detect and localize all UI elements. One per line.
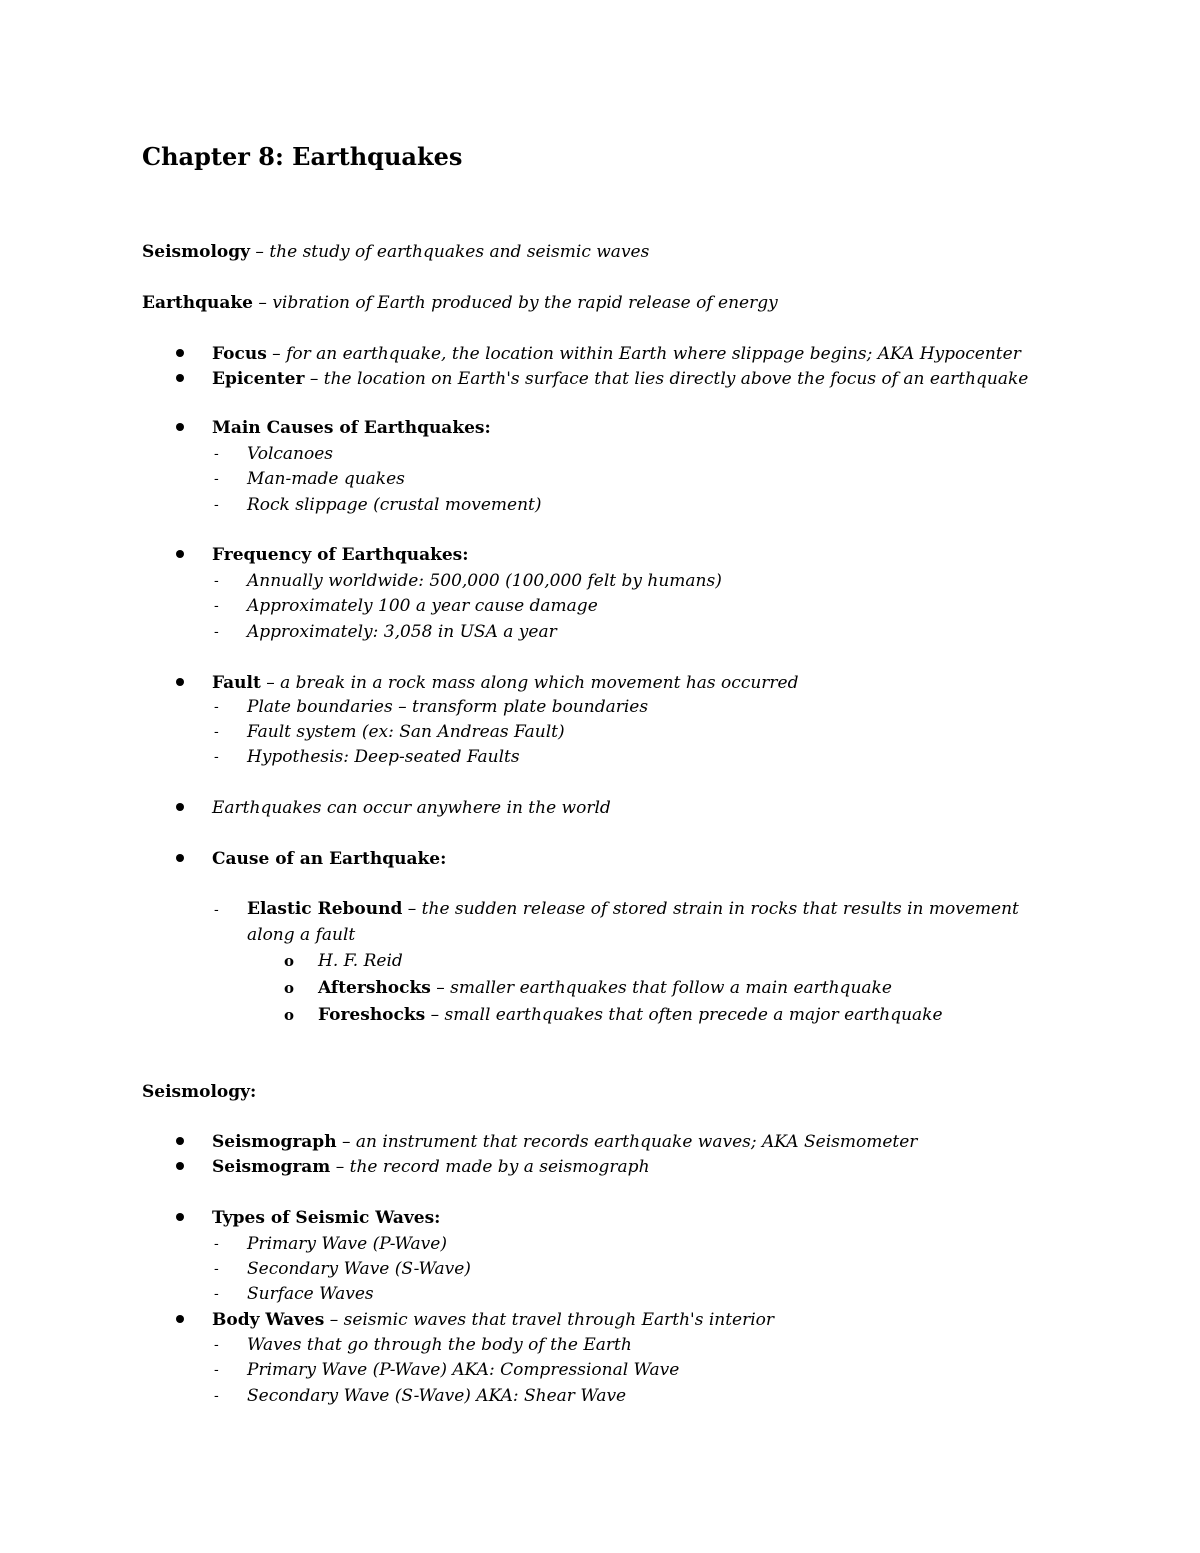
definition-text: for an earthquake, the location within Earth where slippage begins; AKA Hypocenter xyxy=(286,344,1021,364)
definition-text: seismic waves that travel through Earth's interior xyxy=(343,1310,775,1330)
bullet-icon xyxy=(176,854,184,862)
sub-item: Primary Wave (P-Wave) xyxy=(247,1234,447,1254)
separator: – xyxy=(304,369,324,389)
definition-text: an instrument that records earthquake waves; AKA Seismometer xyxy=(355,1132,918,1152)
dash-marker: - xyxy=(214,1286,219,1302)
term: Foreshocks xyxy=(318,1005,426,1025)
list-item-body-waves xyxy=(212,1309,774,1331)
definition-text: vibration of Earth produced by the rapid release of energy xyxy=(272,293,778,313)
term: Epicenter xyxy=(212,369,305,389)
page-title: Chapter 8: Earthquakes xyxy=(142,142,463,171)
bullet-icon xyxy=(176,1162,184,1170)
circle-marker: o xyxy=(284,1006,295,1024)
term: Earthquake xyxy=(142,293,253,313)
list-item-fault xyxy=(212,672,798,694)
bullet-icon xyxy=(176,349,184,357)
sub-item: Man-made quakes xyxy=(247,469,405,489)
definition-text: small earthquakes that often precede a major earthquake xyxy=(444,1005,943,1025)
term: Aftershocks xyxy=(318,978,431,998)
term: Fault xyxy=(212,673,261,693)
list-item-epicenter xyxy=(212,368,1028,390)
circle-marker: o xyxy=(284,979,295,997)
definition-earthquake xyxy=(142,292,778,314)
bullet-icon xyxy=(176,550,184,558)
definition-text: the study of earthquakes and seismic waves xyxy=(269,242,650,262)
separator: – xyxy=(430,978,451,998)
bullet-icon xyxy=(176,803,184,811)
term: Seismology xyxy=(142,242,251,262)
list-heading-frequency: Frequency of Earthquakes: xyxy=(212,545,469,565)
separator: – xyxy=(266,344,287,364)
bullet-icon xyxy=(176,1213,184,1221)
definition-text: the location on Earth's surface that lies directly above the focus of an earthquake xyxy=(323,369,1029,389)
dash-marker: - xyxy=(214,1388,219,1404)
sub-item: Secondary Wave (S-Wave) xyxy=(247,1259,471,1279)
dash-marker: - xyxy=(214,1362,219,1378)
dash-marker: - xyxy=(214,1261,219,1277)
term: Elastic Rebound xyxy=(247,899,403,919)
separator: – xyxy=(402,899,422,919)
sub-item: Rock slippage (crustal movement) xyxy=(247,495,542,515)
dash-marker: - xyxy=(214,573,219,589)
sub-item: Volcanoes xyxy=(247,444,334,464)
list-item-seismograph xyxy=(212,1131,917,1153)
sub-sub-item-reid: H. F. Reid xyxy=(318,951,403,971)
sub-item: Surface Waves xyxy=(247,1284,374,1304)
list-heading-main-causes: Main Causes of Earthquakes: xyxy=(212,418,491,438)
term: Body Waves xyxy=(212,1310,325,1330)
dash-marker: - xyxy=(214,724,219,740)
list-item-focus xyxy=(212,343,1021,365)
circle-marker: o xyxy=(284,952,295,970)
sub-item: Hypothesis: Deep-seated Faults xyxy=(247,747,520,767)
dash-marker: - xyxy=(214,749,219,765)
separator: – xyxy=(324,1310,344,1330)
sub-item: Annually worldwide: 500,000 (100,000 felt by humans) xyxy=(247,571,722,591)
sub-sub-item-aftershocks xyxy=(318,977,892,999)
term: Focus xyxy=(212,344,267,364)
definition-text: smaller earthquakes that follow a main earthquake xyxy=(450,978,892,998)
dash-marker: - xyxy=(214,598,219,614)
dash-marker: - xyxy=(214,471,219,487)
sub-item: Plate boundaries – transform plate boundaries xyxy=(247,697,649,717)
separator: – xyxy=(425,1005,445,1025)
dash-marker: - xyxy=(214,497,219,513)
sub-item-elastic-rebound xyxy=(247,896,1047,948)
list-item-anywhere: Earthquakes can occur anywhere in the world xyxy=(212,798,611,818)
separator: – xyxy=(253,293,273,313)
sub-sub-item-foreshocks xyxy=(318,1004,943,1026)
dash-marker: - xyxy=(214,1337,219,1353)
separator: – xyxy=(330,1157,350,1177)
definition-text: the record made by a seismograph xyxy=(349,1157,650,1177)
section-heading-seismology: Seismology: xyxy=(142,1082,257,1102)
bullet-icon xyxy=(176,1137,184,1145)
sub-item: Primary Wave (P-Wave) AKA: Compressional Wave xyxy=(247,1360,680,1380)
sub-item: Secondary Wave (S-Wave) AKA: Shear Wave xyxy=(247,1386,627,1406)
definition-text: a break in a rock mass along which movement has occurred xyxy=(280,673,799,693)
dash-marker: - xyxy=(214,624,219,640)
dash-marker: - xyxy=(214,902,219,918)
dash-marker: - xyxy=(214,699,219,715)
sub-item: Fault system (ex: San Andreas Fault) xyxy=(247,722,565,742)
separator: – xyxy=(336,1132,356,1152)
definition-seismology xyxy=(142,241,649,263)
bullet-icon xyxy=(176,423,184,431)
term: Seismograph xyxy=(212,1132,337,1152)
bullet-icon xyxy=(176,678,184,686)
list-heading-types: Types of Seismic Waves: xyxy=(212,1208,441,1228)
dash-marker: - xyxy=(214,1236,219,1252)
separator: – xyxy=(260,673,281,693)
sub-item: Approximately 100 a year cause damage xyxy=(247,596,598,616)
separator: – xyxy=(250,242,270,262)
list-heading-cause: Cause of an Earthquake: xyxy=(212,849,447,869)
bullet-icon xyxy=(176,374,184,382)
term: Seismogram xyxy=(212,1157,331,1177)
sub-item: Approximately: 3,058 in USA a year xyxy=(247,622,557,642)
definition-text: the sudden release of stored strain in rocks that results in movement along a fault xyxy=(247,899,1019,945)
sub-item: Waves that go through the body of the Earth xyxy=(247,1335,632,1355)
dash-marker: - xyxy=(214,446,219,462)
list-item-seismogram xyxy=(212,1156,650,1178)
bullet-icon xyxy=(176,1315,184,1323)
